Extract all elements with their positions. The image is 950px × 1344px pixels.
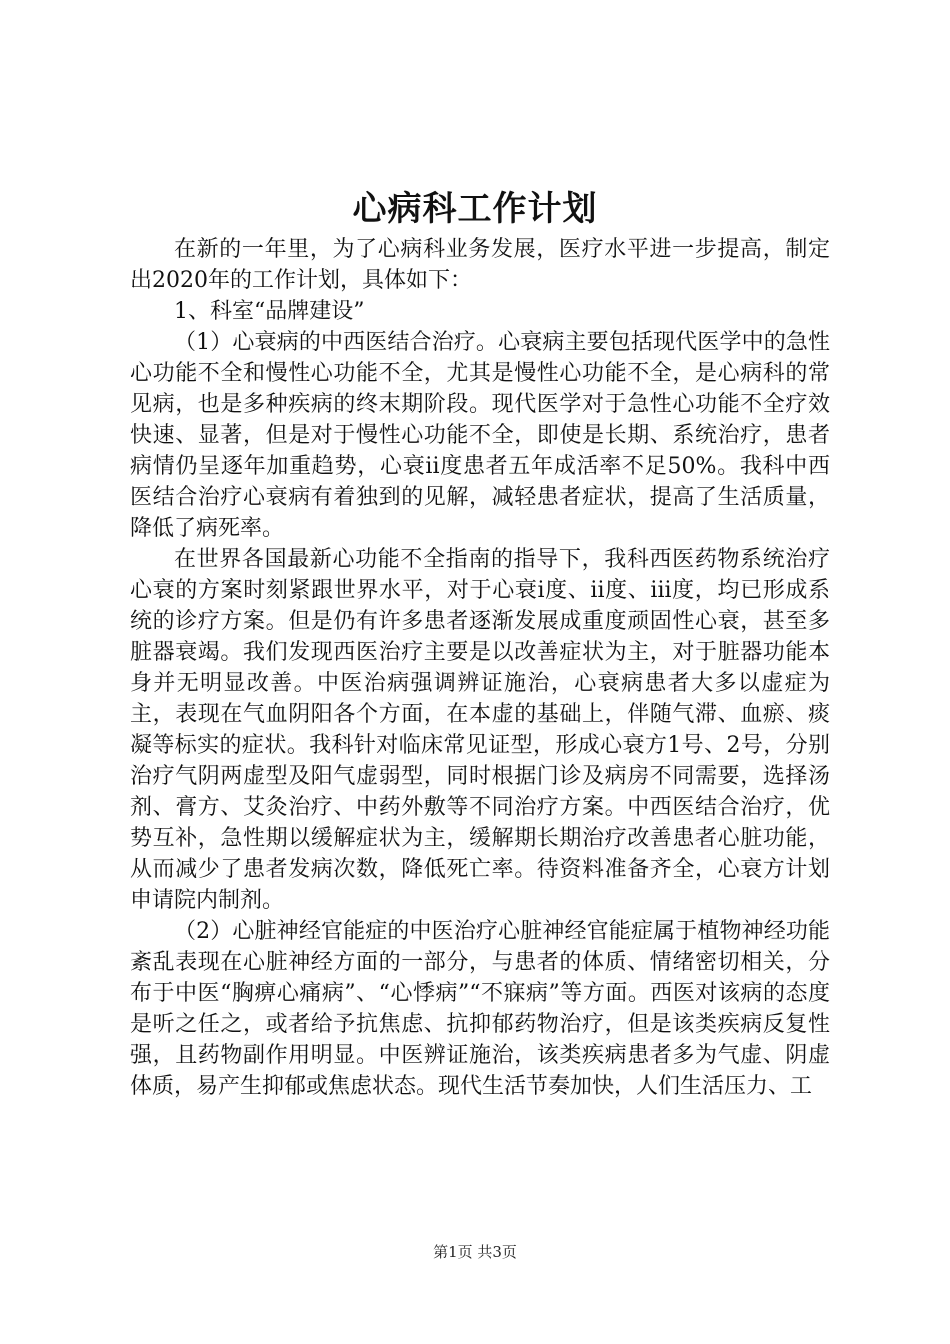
- paragraph-cardiac-neurosis: （2）心脏神经官能症的中医治疗心脏神经官能症属于植物神经功能紊乱表现在心脏神经方面的一部分，与患者的体质、情绪密切相关，分布于中医“胸痹心痛病”、“心悸病”“不寐病”等方面。西医对该病的态度是听之任之，或者给予抗焦虑、抗抑郁药物治疗，但是该类疾病反复性强，且药物副作用明显。中医辨证施治，该类疾病患者多为气虚、阴虚体质，易产生抑郁或焦虑状态。现代生活节奏加快，人们生活压力、工: [130, 919, 830, 1099]
- paragraph-guidelines: 在世界各国最新心功能不全指南的指导下，我科西医药物系统治疗心衰的方案时刻紧跟世界水平，对于心衰i度、ii度、iii度，均已形成系统的诊疗方案。但是仍有许多患者逐渐发展成重度顽固性心衰，甚至多脏器衰竭。我们发现西医治疗主要是以改善症状为主，对于脏器功能本身并无明显改善。中医治病强调辨证施治，心衰病患者大多以虚症为主，表现在气血阴阳各个方面，在本虚的基础上，伴随气滞、血瘀、痰凝等标实的症状。我科针对临床常见证型，形成心衰方1号、2号，分别治疗气阴两虚型及阳气虚弱型，同时根据门诊及病房不同需要，选择汤剂、膏方、艾灸治疗、中药外敷等不同治疗方案。中西医结合治疗，优势互补，急性期以缓解症状为主，缓解期长期治疗改善患者心脏功能，从而减少了患者发病次数，降低死亡率。待资料准备齐全，心衰方计划申请院内制剂。: [130, 547, 830, 913]
- document-title: 心病科工作计划: [352, 189, 598, 229]
- page-number: 第1页 共3页: [433, 1243, 517, 1261]
- paragraph-heart-failure: （1）心衰病的中西医结合治疗。心衰病主要包括现代医学中的急性心功能不全和慢性心功能不全，尤其是慢性心功能不全，是心病科的常见病，也是多种疾病的终末期阶段。现代医学对于急性心功能不全疗效快速、显著，但是对于慢性心功能不全，即使是长期、系统治疗，患者病情仍呈逐年加重趋势，心衰ii度患者五年成活率不足50%。我科中西医结合治疗心衰病有着独到的见解，减轻患者症状，提高了生活质量，降低了病死率。: [130, 330, 830, 541]
- section-heading-brand: 1、科室“品牌建设”: [174, 299, 365, 324]
- document-body: [130, 234, 830, 1102]
- paragraph-intro: 在新的一年里，为了心病科业务发展，医疗水平进一步提高，制定出2020年的工作计划，具体如下：: [130, 237, 830, 293]
